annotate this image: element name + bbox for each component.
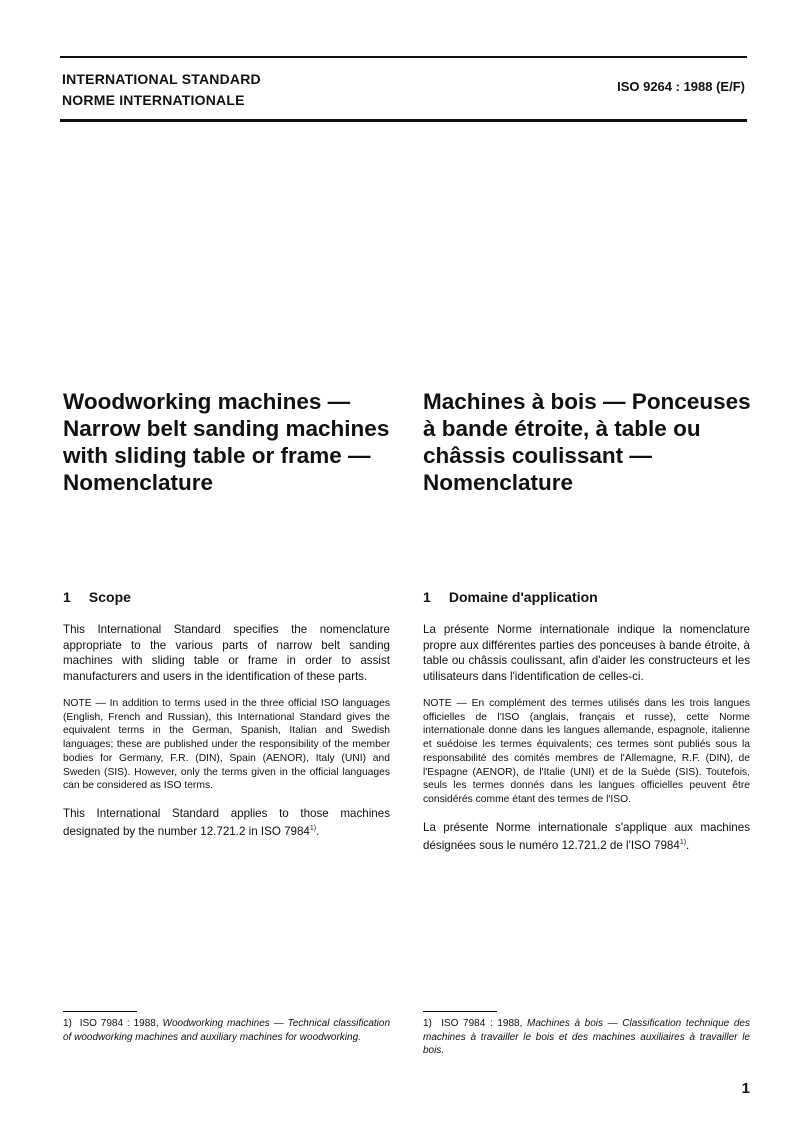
- footnote-rule-english: [63, 1011, 137, 1012]
- title-french: Machines à bois — Ponceuses à bande étroite, à table ou châssis coulissant — Nomenclature: [423, 389, 751, 495]
- footnote-reference: 1): [679, 839, 687, 847]
- scope-note: NOTE — In addition to terms used in the three official ISO languages (English, French and Russian), this International Standard gives the equivalent terms in the German, Spanish, Italian and Swedish languages; these are published under the responsibility of the member bodies for Germany, F.R. (DIN), Spain (AENOR), Italy (UNI) and Sweden (SIS). However, only the terms given in the official languages can be considered as ISO terms.: [63, 698, 390, 792]
- footnote-reference-text: ISO 7984 : 1988,: [441, 1018, 523, 1029]
- application-text: La présente Norme internationale s'applique aux machines désignées sous le numéro 12.721.2 de l'ISO 7984: [423, 820, 750, 853]
- document-type: [62, 69, 261, 111]
- footnote-title: Machines à bois — Classification technique des machines à travailler le bois et des machines auxiliaires à travailler le bois.: [423, 1018, 750, 1056]
- footnote-french: [423, 1017, 750, 1058]
- scope-paragraph: La présente Norme internationale indique la nomenclature propre aux différentes parties des ponceuses à bande étroite, à table ou châssis coulissant, afin d'aider les constructeurs et les utilisateurs dans l'identification de celles-ci.: [423, 623, 750, 683]
- footnote-reference: 1): [309, 825, 317, 833]
- section-title: Domaine d'application: [448, 589, 598, 605]
- scope-paragraph: This International Standard specifies the nomenclature appropriate to the various parts of narrow belt sanding machines with sliding table or frame in order to assist manufacturers and users in the identification of these parts.: [63, 623, 390, 683]
- column-english: [63, 589, 390, 853]
- application-paragraph: [423, 820, 750, 854]
- application-text: This International Standard applies to those machines designated by the number 12.721.2 in ISO 7984: [63, 806, 390, 839]
- section-number: 1: [63, 589, 71, 605]
- application-paragraph: [63, 806, 390, 840]
- section-heading-domaine: [423, 589, 750, 605]
- scope-note: NOTE — En complément des termes utilisés dans les trois langues officielles de l'ISO (anglais, français et russe), cette Norme internationale donne dans les langues allemande, espagnole, italienne et suédoise les termes équivalents; ces termes sont publiés sous la responsabilité des comités membres de l'Allemagne, R.F. (DIN), de l'Espagne (AENOR), de l'Italie (UNI) et de la Suède (SIS). Toutefois, seuls les termes donnés dans les langues officielles peuvent être considérés comme étant des termes de l'ISO.: [423, 698, 750, 805]
- sentence-end: .: [316, 825, 320, 839]
- title-english: Woodworking machines — Narrow belt sanding machines with sliding table or frame — Nomenclature: [63, 389, 390, 495]
- header-top-rule: [60, 56, 747, 58]
- footnote-marker: 1): [423, 1018, 432, 1029]
- document-type-english: INTERNATIONAL STANDARD: [62, 71, 261, 87]
- footnote-marker: 1): [63, 1018, 72, 1029]
- footnote-reference-text: ISO 7984 : 1988,: [79, 1018, 159, 1029]
- sentence-end: .: [686, 839, 690, 853]
- section-title: Scope: [88, 589, 131, 605]
- header-bottom-rule: [60, 119, 747, 122]
- standard-reference: ISO 9264 : 1988 (E/F): [617, 79, 745, 94]
- column-french: [423, 589, 750, 867]
- page-number: 1: [741, 1080, 750, 1097]
- footnote-rule-french: [423, 1011, 497, 1012]
- document-type-french: NORME INTERNATIONALE: [62, 92, 245, 108]
- footnote-english: [63, 1017, 390, 1044]
- footnote-title: Woodworking machines — Technical classification of woodworking machines and auxiliary machines for woodworking.: [63, 1018, 391, 1043]
- section-heading-scope: [63, 589, 390, 605]
- section-number: 1: [423, 589, 431, 605]
